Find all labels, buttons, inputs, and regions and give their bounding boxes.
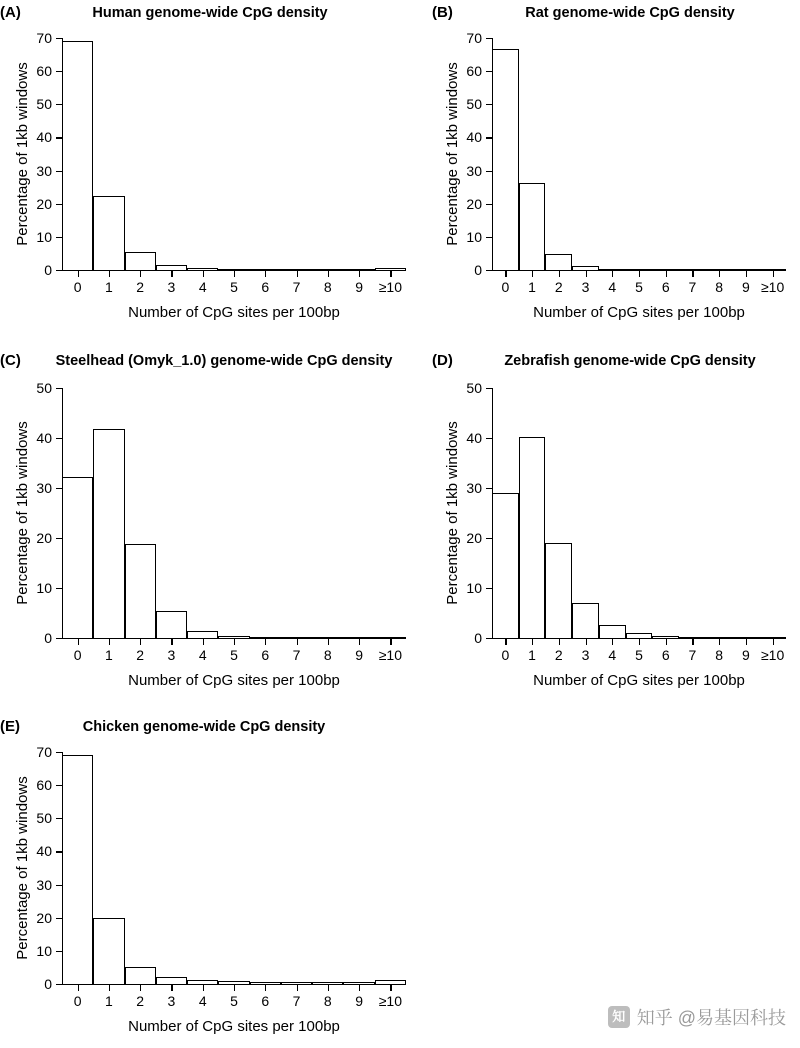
- y-axis-tick-label: 60: [36, 63, 52, 80]
- x-axis-tick-label: 6: [661, 647, 670, 663]
- y-axis-tick: [56, 38, 62, 39]
- histogram-bar: [156, 611, 187, 638]
- histogram-bar: [626, 633, 653, 639]
- x-axis-tick-label: 1: [528, 647, 536, 663]
- histogram-bar: [343, 637, 374, 638]
- x-axis-tick: [532, 639, 533, 645]
- x-axis-tick: [171, 271, 172, 277]
- y-axis-tick-label: 20: [466, 195, 482, 212]
- x-axis-tick-label: 7: [688, 279, 697, 295]
- x-axis-tick: [78, 639, 79, 645]
- histogram-bar: [679, 269, 706, 270]
- histogram-bar: [706, 269, 733, 270]
- y-axis-tick-label: 70: [36, 30, 52, 46]
- x-axis-tick: [639, 271, 640, 277]
- x-axis-tick: [234, 271, 235, 277]
- x-axis-tick-label: 0: [73, 279, 82, 295]
- y-axis-tick-label: 60: [36, 777, 52, 794]
- x-axis-tick-label: 6: [661, 279, 670, 295]
- x-axis-label: Number of CpG sites per 100bp: [128, 1018, 340, 1035]
- histogram-bar: [312, 982, 343, 984]
- panel-d-plot: [430, 378, 800, 702]
- y-axis-tick: [486, 488, 492, 489]
- histogram-bar: [599, 625, 626, 638]
- x-axis-tick-label: 1: [105, 647, 113, 663]
- histogram-bar: [218, 269, 249, 270]
- x-axis-tick: [140, 639, 141, 645]
- x-axis-tick-label: 6: [261, 993, 270, 1009]
- panel-a-plot: [0, 28, 420, 334]
- histogram-bar: [759, 269, 786, 270]
- panel-e-title: Chicken genome-wide CpG density: [82, 719, 326, 735]
- histogram-bar: [626, 269, 653, 270]
- x-axis-tick: [666, 271, 667, 277]
- histogram-bar: [652, 636, 679, 639]
- y-axis-tick-label: 30: [466, 162, 482, 179]
- y-axis-tick-label: 20: [36, 530, 52, 546]
- x-axis-tick: [109, 985, 110, 991]
- x-axis-tick: [692, 271, 693, 277]
- y-axis-tick-label: 30: [466, 480, 482, 496]
- x-axis-tick-label: 7: [292, 993, 301, 1009]
- x-axis-tick: [532, 271, 533, 277]
- histogram-bar: [343, 982, 374, 984]
- x-axis-tick-label: 8: [715, 647, 724, 663]
- x-axis-tick: [234, 639, 235, 645]
- histogram-bar: [652, 269, 679, 270]
- x-axis-tick: [297, 639, 298, 645]
- x-axis-tick: [359, 985, 360, 991]
- y-axis-tick-label: 10: [36, 580, 52, 596]
- y-axis-tick-label: 10: [36, 942, 52, 959]
- y-axis-tick: [486, 38, 492, 39]
- x-axis-tick-label: 8: [323, 279, 332, 295]
- y-axis-label: Percentage of 1kb windows: [14, 776, 31, 960]
- x-axis-tick-label: 4: [198, 993, 207, 1009]
- x-axis-tick-label: ≥10: [760, 647, 785, 663]
- watermark: [608, 1004, 786, 1030]
- panel-a: [0, 4, 420, 334]
- histogram-bar: [312, 269, 343, 270]
- y-axis-tick-label: 70: [466, 30, 482, 46]
- histogram-bar: [62, 477, 93, 638]
- x-axis-tick-label: 3: [581, 279, 590, 295]
- x-axis-tick: [773, 271, 774, 277]
- histogram-bar: [375, 268, 406, 270]
- histogram-bar: [250, 637, 281, 638]
- panel-e: [0, 718, 420, 1048]
- x-axis-tick: [359, 271, 360, 277]
- histogram-bar: [156, 265, 187, 270]
- histogram-bar: [545, 543, 572, 638]
- histogram-bar: [759, 637, 786, 639]
- histogram-bar: [62, 41, 93, 270]
- y-axis-tick: [486, 388, 492, 389]
- y-axis-tick: [486, 638, 492, 639]
- x-axis-tick: [109, 639, 110, 645]
- y-axis-tick: [486, 270, 492, 271]
- x-axis-label: Number of CpG sites per 100bp: [533, 304, 745, 321]
- x-axis-tick-label: 4: [608, 279, 617, 295]
- x-axis-tick: [328, 639, 329, 645]
- histogram-bar: [572, 603, 599, 638]
- x-axis-tick-label: 1: [105, 279, 113, 295]
- y-axis-tick-label: 0: [44, 976, 52, 992]
- x-axis-label: Number of CpG sites per 100bp: [533, 672, 745, 689]
- panel-d: [420, 352, 800, 702]
- x-axis-label: Number of CpG sites per 100bp: [128, 304, 340, 321]
- y-axis-tick-label: 30: [36, 876, 52, 893]
- y-axis-tick: [56, 638, 62, 639]
- x-axis-tick: [297, 985, 298, 991]
- y-axis-tick-label: 50: [466, 96, 482, 113]
- histogram-bar: [187, 980, 218, 984]
- y-axis-tick: [56, 752, 62, 753]
- y-axis-tick-label: 40: [36, 129, 52, 146]
- y-axis-tick: [486, 438, 492, 439]
- x-axis-tick: [203, 271, 204, 277]
- x-axis-tick-label: 9: [355, 279, 363, 295]
- x-axis-tick-label: 8: [715, 279, 724, 295]
- histogram-bar: [187, 268, 218, 270]
- x-axis-tick: [586, 271, 587, 277]
- x-axis-tick-label: 9: [355, 647, 363, 663]
- histogram-bar: [93, 196, 124, 270]
- histogram-bar: [281, 637, 312, 638]
- y-axis-tick: [56, 438, 62, 439]
- x-axis-tick-label: 5: [635, 647, 643, 663]
- x-axis-tick: [666, 639, 667, 645]
- x-axis-tick-label: 5: [230, 647, 238, 663]
- panel-c-plot: [0, 378, 420, 702]
- histogram-bar: [281, 982, 312, 984]
- panel-b-title: Rat genome-wide CpG density: [525, 5, 735, 21]
- panel-d-tag: (D): [432, 352, 453, 369]
- x-axis-tick-label: 6: [261, 279, 270, 295]
- y-axis-tick-label: 50: [36, 96, 52, 113]
- x-axis-tick: [612, 639, 613, 645]
- x-axis-tick-label: ≥10: [378, 993, 402, 1009]
- x-axis-tick: [746, 271, 747, 277]
- panel-a-tag: (A): [0, 4, 21, 21]
- y-axis-tick-label: 0: [474, 630, 482, 646]
- panel-c: [0, 352, 420, 702]
- x-axis-tick-label: ≥10: [760, 279, 785, 295]
- histogram-bar: [281, 269, 312, 270]
- x-axis-tick-label: 3: [167, 647, 176, 663]
- y-axis-tick-label: 40: [466, 430, 482, 446]
- x-axis-tick-label: 2: [554, 279, 563, 295]
- histogram-bar: [599, 269, 626, 270]
- y-axis-label: Percentage of 1kb windows: [14, 62, 31, 246]
- y-axis-tick-label: 20: [466, 530, 482, 546]
- x-axis-tick-label: 2: [136, 993, 145, 1009]
- x-axis-tick-label: 5: [635, 279, 643, 295]
- x-axis-tick: [586, 639, 587, 645]
- x-axis-tick: [505, 271, 506, 277]
- histogram-bar: [733, 269, 760, 270]
- histogram-bar: [218, 636, 249, 638]
- x-axis-tick-label: 1: [105, 993, 113, 1009]
- x-axis-tick: [140, 271, 141, 277]
- y-axis-tick: [56, 270, 62, 271]
- histogram-bar: [343, 269, 374, 270]
- x-axis-tick: [773, 639, 774, 645]
- x-axis-tick: [171, 639, 172, 645]
- x-axis-tick: [639, 639, 640, 645]
- x-axis-tick-label: 9: [355, 993, 363, 1009]
- histogram-bar: [519, 437, 546, 639]
- x-axis-tick: [559, 639, 560, 645]
- x-axis-tick-label: 4: [198, 279, 207, 295]
- histogram-bar: [519, 183, 546, 270]
- histogram-bar: [375, 980, 406, 984]
- x-axis-tick: [390, 639, 391, 645]
- histogram-bar: [572, 266, 599, 270]
- y-axis-tick-label: 0: [474, 262, 482, 278]
- histogram-bar: [93, 429, 124, 638]
- histogram-bar: [545, 254, 572, 270]
- y-axis-tick-label: 0: [44, 630, 52, 646]
- x-axis-tick-label: 0: [73, 647, 82, 663]
- histogram-bar: [312, 637, 343, 638]
- x-axis-tick-label: 2: [136, 647, 145, 663]
- x-axis-tick-label: 3: [581, 647, 590, 663]
- x-axis-tick: [559, 271, 560, 277]
- panel-e-tag: (E): [0, 718, 20, 735]
- watermark-text: 知乎 @易基因科技: [636, 1008, 786, 1028]
- x-axis-tick-label: 9: [741, 647, 750, 663]
- histogram-bar: [733, 637, 760, 638]
- histogram-bar: [706, 637, 733, 638]
- x-axis-tick: [203, 639, 204, 645]
- y-axis-tick-label: 50: [36, 810, 52, 827]
- x-axis-tick-label: 4: [608, 647, 617, 663]
- x-axis-tick: [359, 639, 360, 645]
- histogram-bar: [187, 631, 218, 638]
- y-axis-tick-label: 70: [36, 744, 52, 760]
- histogram-bar: [375, 637, 406, 638]
- x-axis-tick: [265, 985, 266, 991]
- x-axis-tick: [265, 639, 266, 645]
- x-axis-tick: [390, 985, 391, 991]
- y-axis-tick-label: 0: [44, 262, 52, 278]
- x-axis-tick: [328, 271, 329, 277]
- x-axis-tick-label: 5: [230, 279, 238, 295]
- x-axis-tick-label: 7: [688, 647, 697, 663]
- x-axis-tick-label: 3: [167, 993, 176, 1009]
- x-axis-tick-label: 9: [741, 279, 750, 295]
- histogram-bar: [125, 967, 156, 984]
- y-axis-tick-label: 30: [36, 162, 52, 179]
- x-axis-tick: [171, 985, 172, 991]
- panel-c-tag: (C): [0, 352, 21, 369]
- x-axis-tick-label: 1: [528, 279, 536, 295]
- y-axis-tick: [56, 388, 62, 389]
- x-axis-tick-label: 6: [261, 647, 270, 663]
- x-axis-tick: [719, 639, 720, 645]
- x-axis-tick: [265, 271, 266, 277]
- x-axis-tick: [78, 985, 79, 991]
- x-axis-tick: [746, 639, 747, 645]
- x-axis-tick-label: 2: [136, 279, 145, 295]
- x-axis-tick-label: ≥10: [378, 279, 402, 295]
- x-axis-label: Number of CpG sites per 100bp: [128, 672, 340, 689]
- watermark-logo-icon: 知: [608, 1006, 630, 1028]
- panel-e-plot: [0, 742, 420, 1048]
- x-axis-tick: [203, 985, 204, 991]
- histogram-bar: [62, 755, 93, 984]
- y-axis-tick-label: 10: [466, 228, 482, 245]
- y-axis-tick-label: 20: [36, 909, 52, 926]
- x-axis-tick-label: 0: [501, 647, 510, 663]
- y-axis-label: Percentage of 1kb windows: [444, 421, 461, 605]
- histogram-bar: [218, 981, 249, 984]
- x-axis-tick: [234, 985, 235, 991]
- histogram-bar: [125, 252, 156, 270]
- x-axis-tick: [109, 271, 110, 277]
- x-axis-tick-label: ≥10: [378, 647, 402, 663]
- x-axis-tick-label: 4: [198, 647, 207, 663]
- x-axis-tick-label: 8: [323, 993, 332, 1009]
- x-axis-tick-label: 2: [554, 647, 563, 663]
- x-axis-tick: [505, 639, 506, 645]
- histogram-bar: [93, 918, 124, 984]
- histogram-bar: [250, 269, 281, 270]
- y-axis-tick-label: 60: [466, 63, 482, 80]
- y-axis-tick-label: 40: [36, 843, 52, 860]
- panel-b-plot: [430, 28, 800, 334]
- x-axis-tick-label: 8: [323, 647, 332, 663]
- histogram-bar: [125, 544, 156, 638]
- x-axis-tick-label: 0: [501, 279, 510, 295]
- y-axis-tick: [56, 984, 62, 985]
- y-axis-tick-label: 30: [36, 480, 52, 496]
- histogram-bar: [679, 637, 706, 639]
- panel-c-title: Steelhead (Omyk_1.0) genome-wide CpG density: [55, 353, 393, 369]
- x-axis-tick: [140, 985, 141, 991]
- y-axis-tick-label: 20: [36, 195, 52, 212]
- y-axis-tick-label: 10: [36, 228, 52, 245]
- x-axis-tick: [328, 985, 329, 991]
- panel-a-title: Human genome-wide CpG density: [92, 5, 328, 21]
- x-axis-tick: [692, 639, 693, 645]
- y-axis-tick-label: 40: [466, 129, 482, 146]
- x-axis-tick: [719, 271, 720, 277]
- y-axis-tick-label: 40: [36, 430, 52, 446]
- x-axis-tick-label: 7: [292, 647, 301, 663]
- panel-b-tag: (B): [432, 4, 453, 21]
- y-axis-tick-label: 50: [466, 380, 482, 396]
- x-axis-tick-label: 3: [167, 279, 176, 295]
- y-axis-tick-label: 50: [36, 380, 52, 396]
- histogram-bar: [492, 49, 519, 270]
- histogram-bar: [156, 977, 187, 984]
- x-axis-tick-label: 5: [230, 993, 238, 1009]
- y-axis-label: Percentage of 1kb windows: [14, 421, 31, 605]
- panel-d-title: Zebrafish genome-wide CpG density: [504, 353, 756, 369]
- histogram-bar: [250, 982, 281, 984]
- y-axis-tick-label: 10: [466, 580, 482, 596]
- panel-b: [420, 4, 800, 334]
- x-axis-tick-label: 7: [292, 279, 301, 295]
- histogram-bar: [492, 493, 519, 638]
- x-axis-tick: [297, 271, 298, 277]
- x-axis-tick-label: 0: [73, 993, 82, 1009]
- x-axis-tick: [612, 271, 613, 277]
- y-axis-label: Percentage of 1kb windows: [444, 62, 461, 246]
- x-axis-tick: [78, 271, 79, 277]
- x-axis-tick: [390, 271, 391, 277]
